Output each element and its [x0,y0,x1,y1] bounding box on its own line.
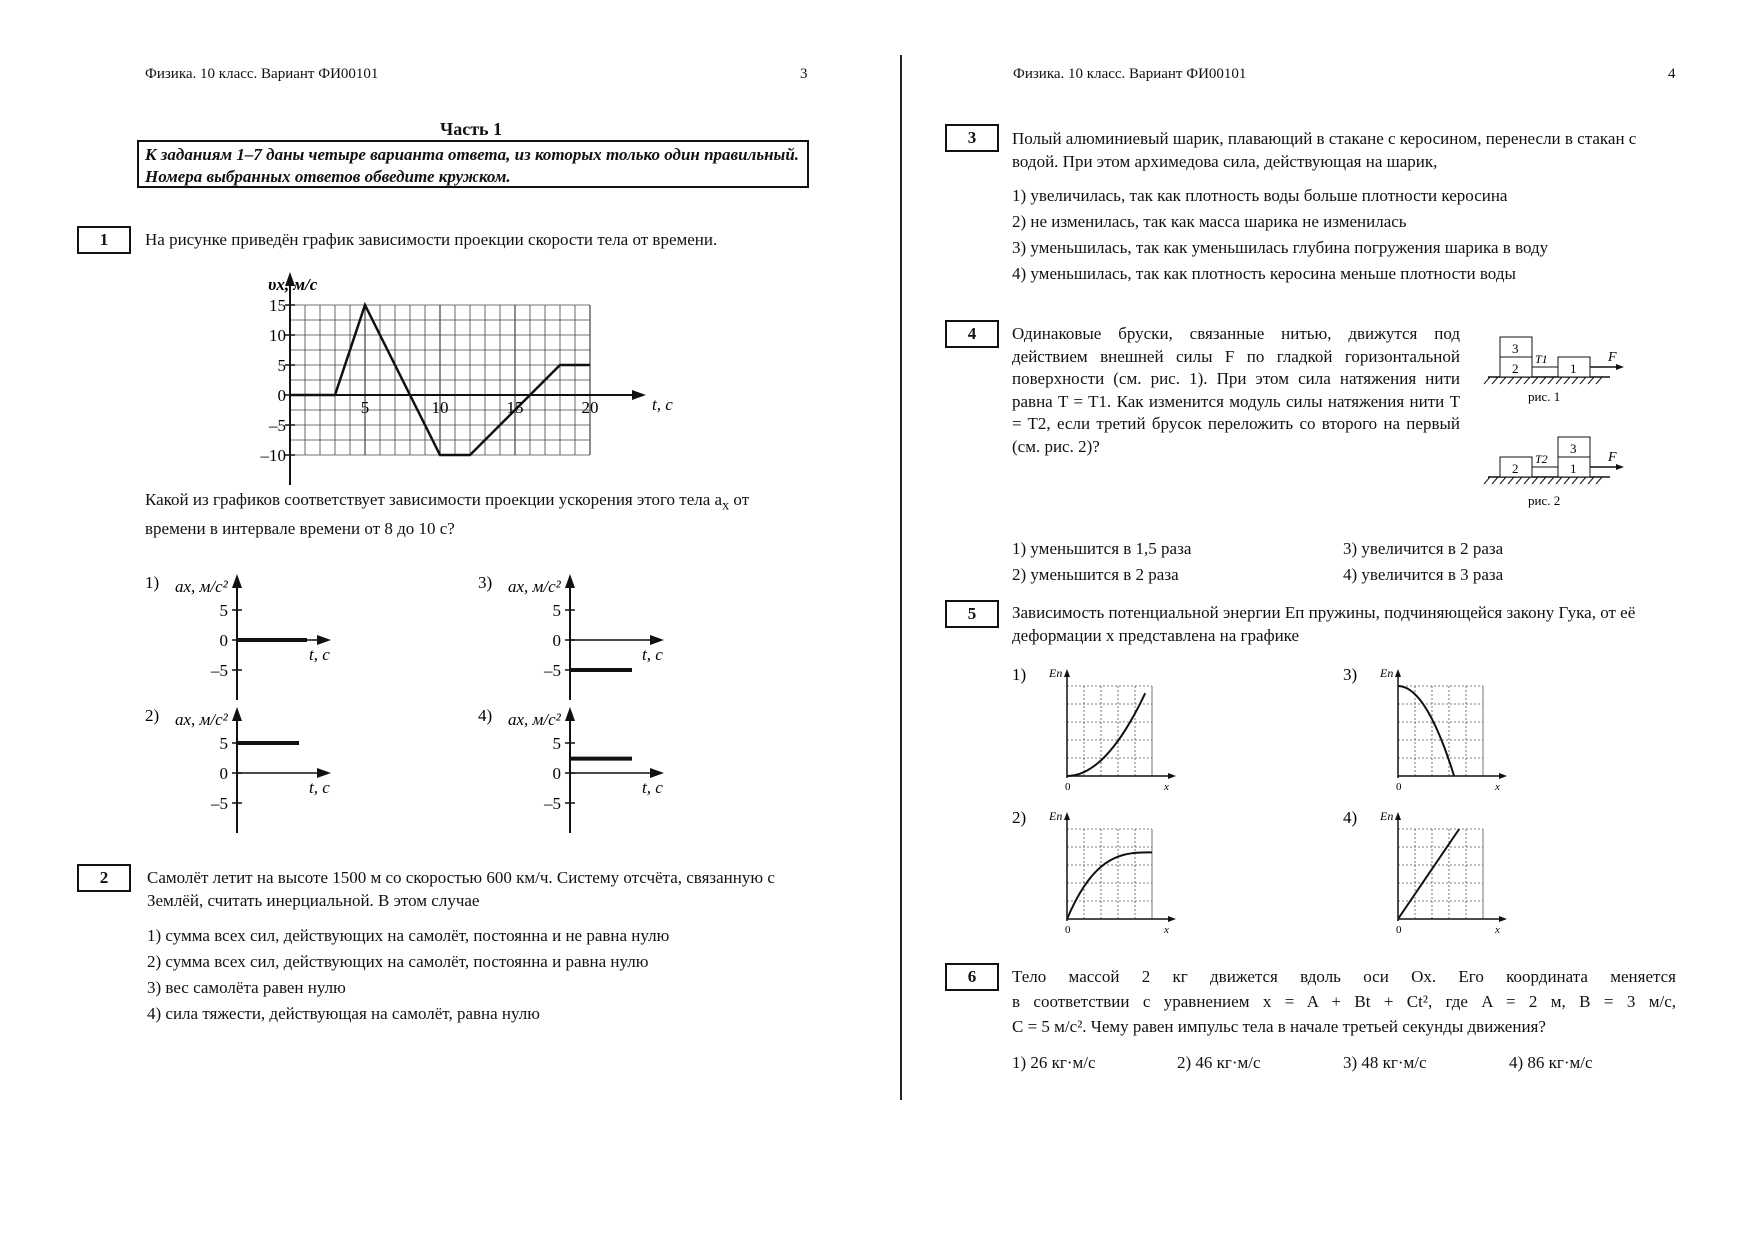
energy-y-arrow [1395,812,1401,820]
energy-curve [1067,693,1145,776]
question-2-answer-4[interactable]: 4) сила тяжести, действующая на самолёт, равна нулю [147,1004,540,1023]
hatch-line [1580,377,1586,384]
velocity-x-tick-label: 5 [360,398,370,417]
hatch-line [1532,377,1538,384]
left-page-number: 3 [800,66,808,82]
hatch-line [1524,377,1530,384]
acceleration-option-2[interactable] [145,703,345,848]
energy-x-arrow [1168,916,1176,922]
velocity-x-tick-label: 10 [431,398,449,417]
energy-origin-label: 0 [1065,924,1071,936]
hatch-line [1596,477,1602,484]
fig1-label-2: 2 [1512,361,1519,376]
energy-x-label: x [1164,924,1169,936]
velocity-y-label: υx, м/с [268,275,318,294]
energy-x-label: x [1495,924,1500,936]
energy-y-label: Eп [1380,809,1394,823]
energy-origin-label: 0 [1396,781,1402,793]
acceleration-option-x-label: t, c [309,778,330,797]
question-3-text: Полый алюминиевый шарик, плавающий в стакане с керосином, перенесли в стакан с водой. При этом архимедова сила, действующая на шарик, [1012,129,1637,171]
question-4-answer-4[interactable]: 4) увеличится в 3 раза [1343,565,1504,584]
energy-x-label: x [1164,781,1169,793]
question-5-text: Зависимость потенциальной энергии Eп пружины, подчиняющейся закону Гука, от её деформации x представлена на графике [1012,603,1636,645]
fig2-label-3: 3 [1570,441,1577,456]
hatch-line [1540,377,1546,384]
acceleration-option-y-tick-label: –5 [544,661,561,680]
velocity-x-tick-label: 20 [581,398,599,417]
energy-graph-number: 4) [1343,808,1358,827]
energy-graph-option-2[interactable] [1012,806,1202,946]
question-4-answer-3[interactable]: 3) увеличится в 2 раза [1343,539,1504,558]
question-2-answer-3[interactable]: 3) вес самолёта равен нулю [147,978,346,997]
acceleration-option-1[interactable] [145,570,345,715]
acceleration-option-x-label: t, c [642,645,663,664]
energy-x-arrow [1168,773,1176,779]
velocity-y-tick-label: –10 [260,446,286,465]
energy-y-arrow [1395,669,1401,677]
fig2-force-label: F [1608,450,1617,465]
acceleration-option-y-tick-label: 0 [552,631,561,650]
hatch-line [1588,477,1594,484]
right-page-number: 4 [1668,66,1676,82]
fig2-caption: рис. 2 [1528,493,1561,508]
energy-graph-option-4[interactable] [1343,806,1533,946]
fig2-hatching [1484,477,1602,484]
energy-y-label: Eп [1049,666,1063,680]
acceleration-option-y-arrow [232,707,242,721]
question-4-answer-1[interactable]: 1) уменьшится в 1,5 раза [1012,539,1192,558]
hatch-line [1484,377,1490,384]
energy-origin-label: 0 [1396,924,1402,936]
page-divider [900,55,902,1100]
acceleration-option-number: 2) [145,706,160,725]
question-6-line-3: C = 5 м/с². Чему равен импульс тела в начале третьей секунды движения? [1012,1017,1546,1036]
hatch-line [1540,477,1546,484]
acceleration-option-y-label: ax, м/с² [508,577,561,596]
question-1-prompt-text: Какой из графиков соответствует зависимости проекции ускорения этого тела a [145,490,723,509]
acceleration-option-y-tick-label: –5 [544,794,561,813]
acceleration-option-y-tick-label: 5 [552,734,561,753]
acceleration-option-x-arrow [317,768,331,778]
question-4-text: Одинаковые бруски, связанные нитью, движутся под действием внешней силы F по гладкой горизонтальной поверхности (см. рис. 1). При этом сила натяжения нити равна T = T1. Как изменится модуль силы натяжения нити T = T2, если третий брусок переложить со второго на первый (см. рис. 2)? [1012,324,1460,456]
figure-2 [1484,437,1624,508]
question-3-answer-4[interactable]: 4) уменьшилась, так как плотность керосина меньше плотности воды [1012,264,1516,283]
hatch-line [1580,477,1586,484]
fig1-force-arrowhead [1616,364,1624,370]
velocity-y-tick-label: 15 [269,296,286,315]
hatch-line [1524,477,1530,484]
question-6-line-2: в соответствии с уравнением x = A + Bt + Ct², где A = 2 м, B = 3 м/с, [1012,992,1676,1011]
velocity-x-arrow [632,390,646,400]
question-6-line-1: Тело массой 2 кг движется вдоль оси Ox. Его координата меняется [1012,967,1676,986]
hatch-line [1492,477,1498,484]
velocity-x-label: t, c [652,395,673,414]
question-5-number: 5 [945,600,999,628]
acceleration-option-number: 4) [478,706,493,725]
fig1-tension: T1 [1535,352,1548,366]
question-4-number: 4 [945,320,999,348]
acceleration-option-x-arrow [650,635,664,645]
energy-graph-number: 3) [1343,665,1358,684]
acceleration-option-y-tick-label: 5 [219,734,228,753]
acceleration-option-y-tick-label: –5 [211,794,228,813]
acceleration-option-y-tick-label: –5 [211,661,228,680]
fig2-label-1: 1 [1570,461,1577,476]
question-3-number: 3 [945,124,999,152]
fig1-label-1: 1 [1570,361,1577,376]
acceleration-option-y-arrow [232,574,242,588]
hatch-line [1492,377,1498,384]
energy-y-label: Eп [1380,666,1394,680]
part-title: Часть 1 [440,119,503,139]
hatch-line [1508,377,1514,384]
hatch-line [1588,377,1594,384]
energy-graph-option-1[interactable] [1012,663,1202,803]
left-header-title: Физика. 10 класс. Вариант ФИ00101 [145,66,379,82]
hatch-line [1548,477,1554,484]
hatch-line [1508,477,1514,484]
hatch-line [1572,377,1578,384]
hatch-line [1596,377,1602,384]
question-2-number: 2 [77,864,131,892]
instructions-box: К заданиям 1–7 даны четыре варианта ответа, из которых только один правильный. Номера выбранных ответов обведите кружком. [137,140,809,188]
acceleration-option-y-label: ax, м/с² [508,710,561,729]
energy-y-arrow [1064,669,1070,677]
question-1-text: На рисунке приведён график зависимости проекции скорости тела от времени. [145,230,718,249]
energy-graph-option-3[interactable] [1343,663,1533,803]
energy-curve [1398,686,1454,776]
hatch-line [1484,477,1490,484]
hatch-line [1556,477,1562,484]
right-header-title: Физика. 10 класс. Вариант ФИ00101 [1013,66,1247,82]
question-3-answer-1[interactable]: 1) увеличилась, так как плотность воды больше плотности керосина [1012,186,1508,205]
question-4-answer-2[interactable]: 2) уменьшится в 2 раза [1012,565,1179,584]
blocks-figures [1480,325,1640,515]
question-3-answer-2[interactable]: 2) не изменилась, так как масса шарика не изменилась [1012,212,1407,231]
hatch-line [1556,377,1562,384]
acceleration-option-y-label: ax, м/с² [175,577,228,596]
hatch-line [1500,477,1506,484]
question-1-prompt-sub: x [722,497,730,514]
acceleration-option-y-tick-label: 0 [219,764,228,783]
question-6-answer-1[interactable]: 1) 26 кг·м/с [1012,1053,1096,1072]
acceleration-option-4[interactable] [478,703,678,848]
fig1-force-label: F [1608,350,1617,365]
fig1-hatching [1484,377,1602,384]
energy-graph-number: 1) [1012,665,1027,684]
velocity-y-tick-label: 0 [277,386,286,405]
hatch-line [1516,477,1522,484]
acceleration-option-x-label: t, c [309,645,330,664]
fig2-force-arrowhead [1616,464,1624,470]
velocity-y-tick-label: 5 [277,356,286,375]
acceleration-option-number: 1) [145,573,160,592]
acceleration-option-y-label: ax, м/с² [175,710,228,729]
velocity-graph [260,270,680,490]
energy-y-arrow [1064,812,1070,820]
acceleration-option-y-arrow [565,574,575,588]
energy-x-label: x [1495,781,1500,793]
acceleration-option-x-arrow [317,635,331,645]
energy-y-label: Eп [1049,809,1063,823]
question-3-answer-3[interactable]: 3) уменьшилась, так как уменьшилась глубина погружения шарика в воду [1012,238,1549,257]
hatch-line [1564,477,1570,484]
fig2-label-2: 2 [1512,461,1519,476]
energy-origin-label: 0 [1065,781,1071,793]
question-6-number: 6 [945,963,999,991]
acceleration-option-y-tick-label: 5 [552,601,561,620]
question-1-prompt [145,488,801,540]
energy-x-arrow [1499,773,1507,779]
hatch-line [1500,377,1506,384]
fig2-tension: T2 [1535,452,1548,466]
figure-1 [1484,337,1624,404]
question-2-text: Самолёт летит на высоте 1500 м со скоростью 600 км/ч. Систему отсчёта, связанную с Землёй, считать инерциальной. В этом случае [147,868,775,910]
question-2-answer-2[interactable]: 2) сумма всех сил, действующих на самолёт, постоянна и равна нулю [147,952,649,971]
hatch-line [1564,377,1570,384]
velocity-x-tick-label: 15 [506,398,524,417]
hatch-line [1572,477,1578,484]
acceleration-option-y-tick-label: 0 [219,631,228,650]
acceleration-option-y-tick-label: 0 [552,764,561,783]
question-6-answer-4[interactable]: 4) 86 кг·м/с [1509,1053,1593,1072]
question-6-answer-2[interactable]: 2) 46 кг·м/с [1177,1053,1261,1072]
hatch-line [1532,477,1538,484]
question-1-number: 1 [77,226,131,254]
question-6-answer-3[interactable]: 3) 48 кг·м/с [1343,1053,1427,1072]
energy-curve [1067,852,1152,919]
acceleration-option-x-arrow [650,768,664,778]
velocity-y-tick-label: –5 [269,416,286,435]
acceleration-option-x-label: t, c [642,778,663,797]
acceleration-option-y-arrow [565,707,575,721]
hatch-line [1516,377,1522,384]
acceleration-option-3[interactable] [478,570,678,715]
fig1-caption: рис. 1 [1528,389,1561,404]
energy-curve [1398,829,1459,919]
energy-graph-number: 2) [1012,808,1027,827]
hatch-line [1548,377,1554,384]
energy-x-arrow [1499,916,1507,922]
question-2-answer-1[interactable]: 1) сумма всех сил, действующих на самолёт, постоянна и не равна нулю [147,926,670,945]
velocity-y-tick-label: 10 [269,326,286,345]
acceleration-option-number: 3) [478,573,493,592]
question-1-prompt-end: от времени в интервале времени от 8 до 10 с? [145,490,750,539]
acceleration-option-y-tick-label: 5 [219,601,228,620]
fig1-label-3: 3 [1512,341,1519,356]
